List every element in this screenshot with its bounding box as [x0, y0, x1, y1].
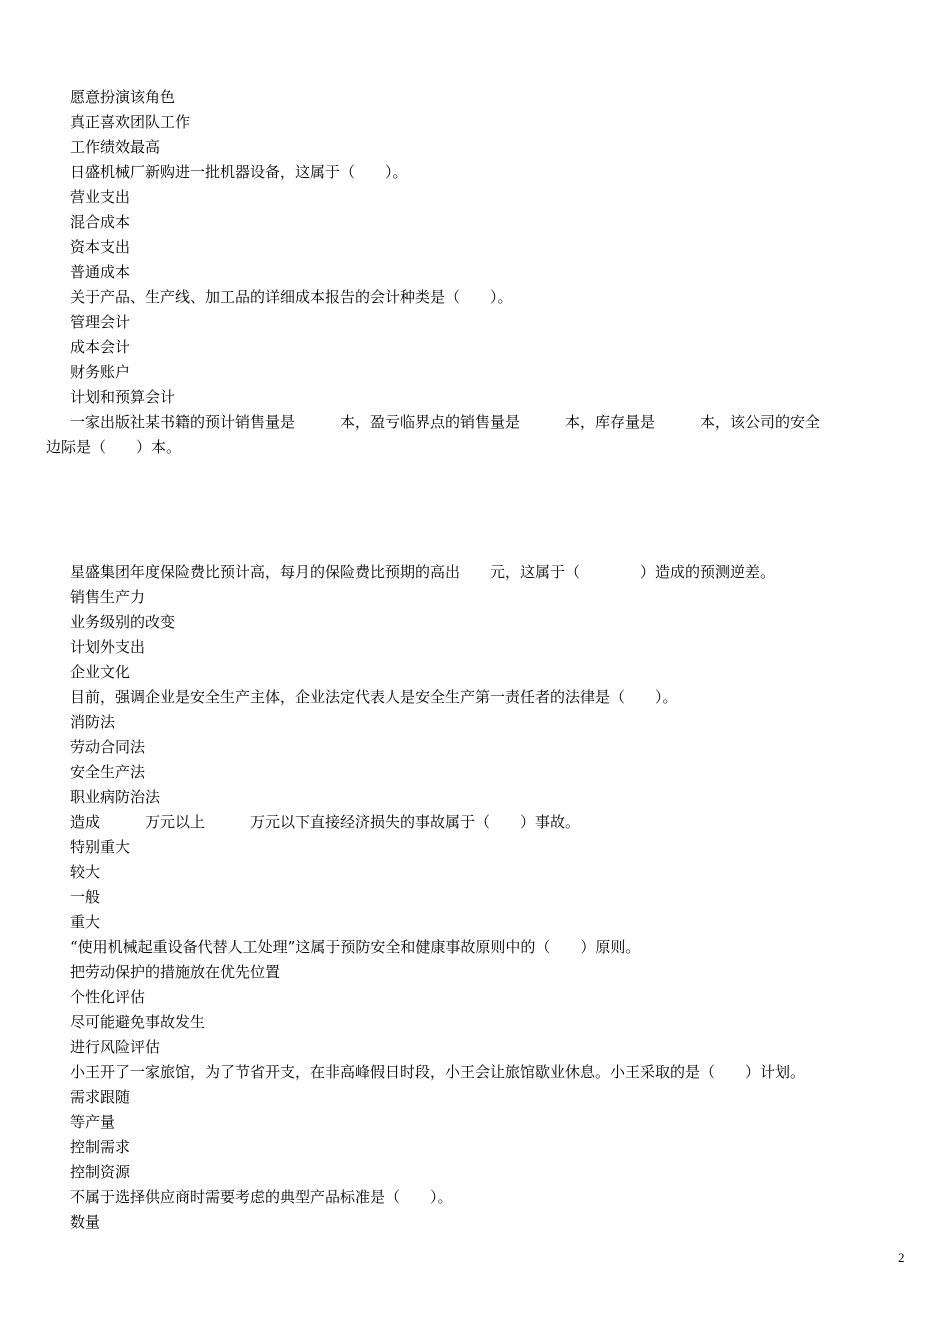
text-line: 把劳动保护的措施放在优先位置	[70, 963, 281, 981]
text-line: 小王开了一家旅馆，为了节省开支，在非高峰假日时段，小王会让旅馆歇业休息。小王采取的是（ ）计划。	[70, 1063, 806, 1081]
text-line: 计划和预算会计	[70, 388, 176, 406]
text-line: 目前，强调企业是安全生产主体，企业法定代表人是安全生产第一责任者的法律是（ ）。	[70, 688, 678, 706]
text-line: 愿意扮演该角色	[70, 88, 176, 106]
text-line: 混合成本	[70, 213, 131, 231]
text-line: 管理会计	[70, 313, 131, 331]
text-line: 控制需求	[70, 1138, 131, 1156]
text-line: 普通成本	[70, 263, 131, 281]
text-line: 关于产品、生产线、加工品的详细成本报告的会计种类是（ ）。	[70, 288, 513, 306]
text-line: 较大	[70, 863, 101, 881]
text-line: 一般	[70, 888, 101, 906]
text-line: 个性化评估	[70, 988, 146, 1006]
text-line: 控制资源	[70, 1163, 131, 1181]
text-line: 成本会计	[70, 338, 131, 356]
text-line: 造成 万元以上 万元以下直接经济损失的事故属于（ ）事故。	[70, 813, 581, 831]
text-line: 数量	[70, 1213, 101, 1231]
text-line: 需求跟随	[70, 1088, 131, 1106]
text-line: 工作绩效最高	[70, 138, 161, 156]
text-line: 等产量	[70, 1113, 116, 1131]
text-line: 真正喜欢团队工作	[70, 113, 191, 131]
text-line: 特别重大	[70, 838, 131, 856]
text-line: 劳动合同法	[70, 738, 146, 756]
text-line: 企业文化	[70, 663, 131, 681]
text-line: 营业支出	[70, 188, 131, 206]
text-line: 边际是（ ）本。	[46, 438, 182, 456]
text-line: 重大	[70, 913, 101, 931]
page-number: 2	[898, 1250, 905, 1265]
text-line: 业务级别的改变	[70, 613, 176, 631]
text-line: 销售生产力	[70, 588, 146, 606]
text-line: 不属于选择供应商时需要考虑的典型产品标准是（ ）。	[70, 1188, 453, 1206]
text-line: 进行风险评估	[70, 1038, 161, 1056]
text-line: 尽可能避免事故发生	[70, 1013, 206, 1031]
text-line: “使用机械起重设备代替人工处理”这属于预防安全和健康事故原则中的（ ）原则。	[70, 938, 641, 956]
text-line: 安全生产法	[70, 763, 146, 781]
text-line: 财务账户	[70, 363, 131, 381]
text-line: 资本支出	[70, 238, 131, 256]
text-line: 一家出版社某书籍的预计销售量是 本，盈亏临界点的销售量是 本，库存量是 本，该公司的安全	[70, 413, 821, 431]
text-line: 消防法	[70, 713, 116, 731]
text-line: 日盛机械厂新购进一批机器设备，这属于（ ）。	[70, 163, 408, 181]
text-line: 星盛集团年度保险费比预计高，每月的保险费比预期的高出 元，这属于（ ）造成的预测逆差。	[70, 563, 776, 581]
text-line: 计划外支出	[70, 638, 146, 656]
text-line: 职业病防治法	[70, 788, 161, 806]
